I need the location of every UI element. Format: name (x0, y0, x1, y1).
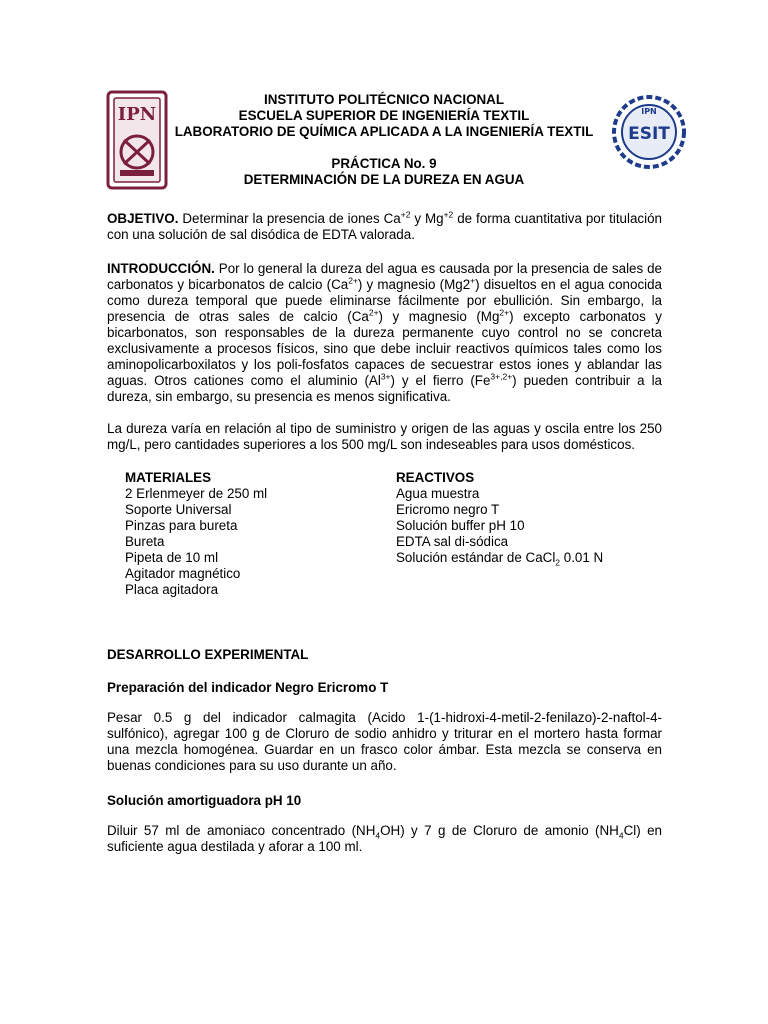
practice-heading (150, 156, 618, 188)
intro-text: ) pueden contribuir a la dureza, sin embargo, su presencia es menos significativa. (107, 373, 662, 404)
objetivo-sup: +2 (400, 209, 411, 220)
reactivo-text: Solución estándar de CaCl (396, 550, 556, 565)
intro-sup: + (470, 275, 476, 286)
list-item: Pinzas para bureta (125, 518, 238, 533)
objetivo-label: OBJETIVO. (107, 211, 179, 226)
buffer-sub: 4 (375, 830, 381, 841)
intro-text: ) excepto carbonatos y bicarbonatos, son responsables de la dureza permanente cuyo control no se concreta exclusivamente a procesos físicos, sino que debe incluir reactivos químicos tales como los aminopolicarboxilatos y los poli-fosfatos capaces de secuestrar estos iones y ablandar las aguas. Otros cationes como el aluminio (Al (107, 309, 662, 388)
introduccion-label: INTRODUCCIÓN. (107, 261, 215, 276)
intro-text: ) y magnesio (Mg (378, 309, 500, 324)
practice-title: DETERMINACIÓN DE LA DUREZA EN AGUA (243, 172, 525, 187)
list-item: Placa agitadora (125, 582, 219, 597)
buffer-sub: 4 (618, 830, 624, 841)
list-item: Agitador magnético (125, 566, 241, 581)
reactivos-heading: REACTIVOS (396, 470, 475, 485)
buffer-text: Diluir 57 ml de amoniaco concentrado (NH (107, 823, 376, 838)
dureza-paragraph: La dureza varía en relación al tipo de suministro y origen de las aguas y oscila entre los 250 mg/L, pero cantidades superiores a los 500 mg/L son indeseables para usos domésticos. (107, 421, 662, 452)
intro-text: Por lo general la dureza del agua es causada por la presencia de sales de carbonatos y bicarbonatos de calcio (Ca (107, 261, 662, 292)
list-item: Pipeta de 10 ml (125, 550, 219, 565)
intro-sup: 3+ (380, 371, 391, 382)
intro-sup: 2+ (348, 275, 358, 286)
intro-sup: 2+ (499, 307, 510, 318)
materiales-list (125, 470, 267, 598)
esit-logo-icon (610, 94, 688, 170)
reactivos-list (396, 470, 603, 566)
objetivo-sup: +2 (443, 209, 454, 220)
list-item: 2 Erlenmeyer de 250 ml (125, 486, 268, 501)
intro-text: ) y magnesio (Mg2 (357, 277, 471, 292)
intro-sup: 3+,2+ (490, 371, 513, 382)
indicador-heading: Preparación del indicador Negro Ericromo T (107, 680, 389, 695)
list-item: Agua muestra (396, 486, 480, 501)
esit-logo-top-text: IPN (641, 107, 657, 116)
objetivo-text: de forma cuantitativa por titulación con una solución de sal disódica de EDTA valorada. (107, 211, 662, 242)
intro-sup: 2+ (368, 307, 379, 318)
buffer-heading: Solución amortiguadora pH 10 (107, 793, 302, 808)
buffer-text: OH) y 7 g de Cloruro de amonio (NH (380, 823, 619, 838)
ipn-logo-text: IPN (117, 104, 157, 125)
intro-text: ) y el fierro (Fe (390, 373, 491, 388)
materiales-heading: MATERIALES (125, 470, 212, 485)
reactivo-text: 0.01 N (560, 550, 604, 565)
practice-number: PRÁCTICA No. 9 (331, 156, 437, 171)
buffer-text: Cl) en suficiente agua destilada y aforar a 100 ml. (107, 823, 662, 854)
objetivo-text: Determinar la presencia de iones Ca (178, 211, 401, 226)
list-item (396, 550, 603, 566)
indicador-paragraph: Pesar 0.5 g del indicador calmagita (Acido 1-(1-hidroxi-4-metil-2-fenilazo)-2-naftol-4-sulfónico), agregar 100 g de Cloruro de sodio anhidro y triturar en el mortero hasta formar una mezcla homogénea. Guardar en un frasco color ámbar. Esta mezcla se conserva en buenas condiciones para su uso durante un año. (107, 710, 662, 773)
document-header (150, 92, 618, 140)
reactivo-sub: 2 (555, 557, 561, 568)
lab-name: LABORATORIO DE QUÍMICA APLICADA A LA INGENIERÍA TEXTIL (174, 124, 594, 139)
introduccion-paragraph (107, 261, 662, 405)
objetivo-text: y Mg (410, 211, 444, 226)
buffer-paragraph (107, 823, 662, 855)
list-item: Bureta (125, 534, 165, 549)
institute-name: INSTITUTO POLITÉCNICO NACIONAL (263, 92, 505, 107)
list-item: Ericromo negro T (396, 502, 500, 517)
intro-text: ) disueltos en el agua conocida como dureza temporal que puede eliminarse fácilmente por ebullición. Sin embargo, la presencia de otras sales de calcio (Ca (107, 277, 663, 324)
school-name: ESCUELA SUPERIOR DE INGENIERÍA TEXTIL (238, 108, 530, 123)
list-item: Solución buffer pH 10 (396, 518, 525, 533)
list-item: Soporte Universal (125, 502, 232, 517)
esit-logo-main-text: ESIT (628, 124, 670, 144)
objetivo-paragraph (107, 211, 662, 243)
list-item: EDTA sal di-sódica (396, 534, 509, 549)
desarrollo-heading: DESARROLLO EXPERIMENTAL (107, 647, 309, 662)
